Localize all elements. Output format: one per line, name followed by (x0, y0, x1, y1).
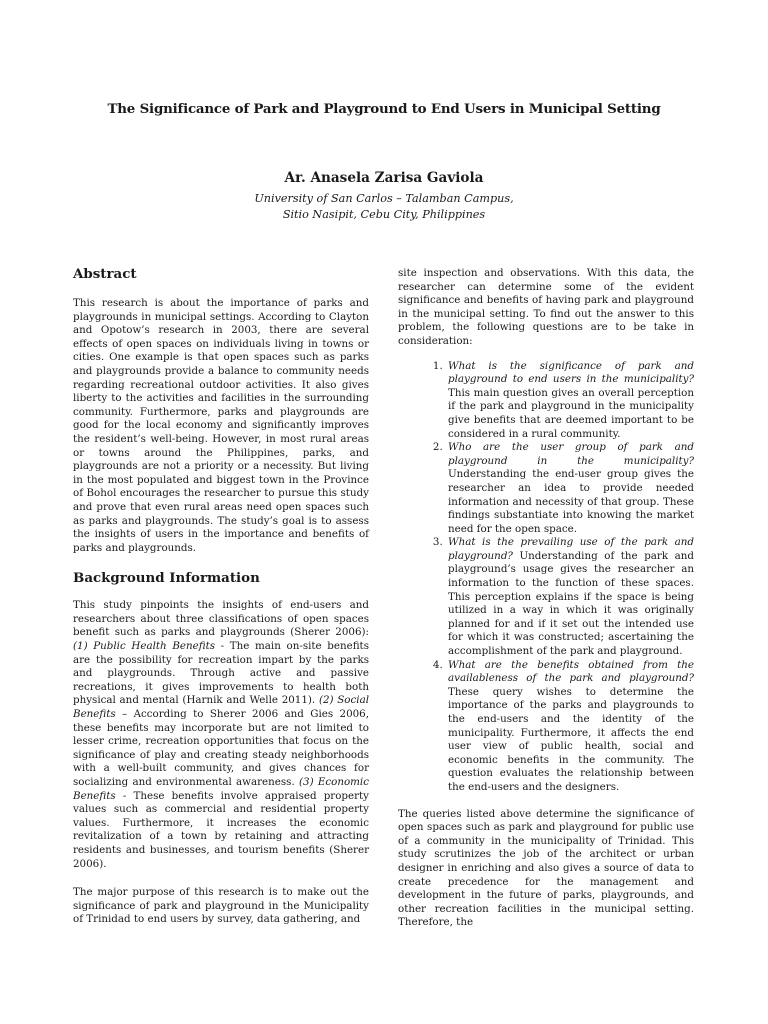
bg-text-a: This study pinpoints the insights of end-users and researchers about three classifications of open spaces benefit such as parks and playgrounds (Sherer 2006): (73, 599, 369, 639)
background-paragraph-2-continued: site inspection and observations. With this data, the researcher can determine some of the evident significance and benefits of having park and playground in the municipal setting. To find out the answer to this problem, the following questions are to be take in consideration: (398, 267, 694, 347)
bg-text-e: – According to Sherer 2006 and Gies 2006, these benefits may incorporate but are not limited to lesser crime, recreation opportunities that focus on the significance of play and creating steady neighborhoods with a well-built community, and gives chances for socializing and environmental awareness. (73, 708, 369, 788)
background-paragraph-1 (73, 599, 369, 871)
affiliation-line-2: Sitio Nasipit, Cebu City, Philippines (282, 207, 486, 221)
abstract-heading: Abstract (73, 266, 137, 282)
author-name: Ar. Anasela Zarisa Gaviola (284, 170, 484, 186)
question-explanation: Understanding of the park and playground’s usage gives the researcher an information to the function of these spaces. This perception explains if the space is being utilized in a way in which it was originally planned for and if it set out the intended use for which it was constructed; ascertaining the accomplishment of the park and playground. (448, 549, 694, 658)
bg-economic-label: (3) Economic Benefits (73, 776, 369, 802)
bg-text-g: - These benefits involve appraised property values such as commercial and residential property values. Furthermore, it increases the economic revitalization of a town by retaining and attracting residents and businesses, and tourism benefits (Sherer 2006). (73, 789, 369, 870)
question-item (446, 441, 694, 536)
question-item (446, 360, 694, 442)
bg-social-label: (2) Social Benefits (73, 694, 369, 721)
bg-public-health-label: (1) Public Health Benefits (73, 640, 215, 653)
question-text: What is the significance of park and playground to end users in the municipality? (448, 359, 694, 386)
left-column (73, 266, 369, 927)
question-item (446, 659, 694, 795)
background-heading: Background Information (73, 570, 260, 587)
question-explanation: Understanding the end-user group gives the researcher an idea to provide needed information and necessity of that group. These findings substantiate into knowing the market need for the open space. (448, 468, 694, 535)
conclusion-paragraph: The queries listed above determine the significance of open spaces such as park and playground for public use of a community in the municipality of Trinidad. This study scrutinizes the job of the architect or urban designer in enriching and also gives a source of data to create precedence for the management and development in the future of parks, playgrounds, and other recreation facilities in the municipal setting. Therefore, the (398, 807, 694, 929)
author-affiliation (60, 191, 708, 222)
question-text: What is the prevailing use of the park and playground? (448, 536, 694, 562)
question-text: Who are the user group of park and playground in the municipality? (448, 441, 694, 467)
bg-text-c: - The main on-site benefits are the possibility for recreation impart by the parks and playgrounds. Through active and passive recreations, it gives improvements to health both physical and mental (Harnik and Welle 2011). (73, 640, 369, 707)
research-questions-list (398, 360, 694, 795)
question-item (446, 536, 694, 658)
question-explanation: This main question gives an overall perception if the park and playground in the municipality give benefits that are deemed important to be considered in a rural community. (448, 386, 694, 440)
paper-title: The Significance of Park and Playground to End Users in Municipal Setting (107, 101, 661, 117)
abstract-text: This research is about the importance of parks and playgrounds in municipal settings. According to Clayton and Opotow’s research in 2003, there are several effects of open spaces on individuals living in towns or cities. One example is that open spaces such as parks and playgrounds provide a balance to community needs regarding recreational outdoor activities. It also gives liberty to the activities and facilities in the surrounding community. Furthermore, parks and playgrounds are good for the local economy and significantly improves the resident’s well-being. However, in most rural areas or towns around the Philippines, parks, and playgrounds are not a priority or a necessity. But living in the most populated and biggest town in the Province of Bohol encourages the researcher to pursue this study and prove that even rural areas need open spaces such as parks and playgrounds. The study’s goal is to assess the insights of users in the importance and benefits of parks and playgrounds. (73, 297, 369, 554)
affiliation-line-1: University of San Carlos – Talamban Campus, (254, 192, 514, 205)
question-text: What are the benefits obtained from the availableness of the park and playground? (448, 658, 694, 685)
background-paragraph-2: The major purpose of this research is to make out the significance of park and playground in the Municipality of Trinidad to end users by survey, data gathering, and (73, 886, 369, 926)
right-column (398, 267, 694, 930)
question-explanation: These query wishes to determine the importance of the parks and playgrounds to the end-users and the identity of the municipality. Furthermore, it affects the end user view of public health, social and economic benefits in the community. The question evaluates the relationship between the end-users and the designers. (448, 685, 694, 793)
